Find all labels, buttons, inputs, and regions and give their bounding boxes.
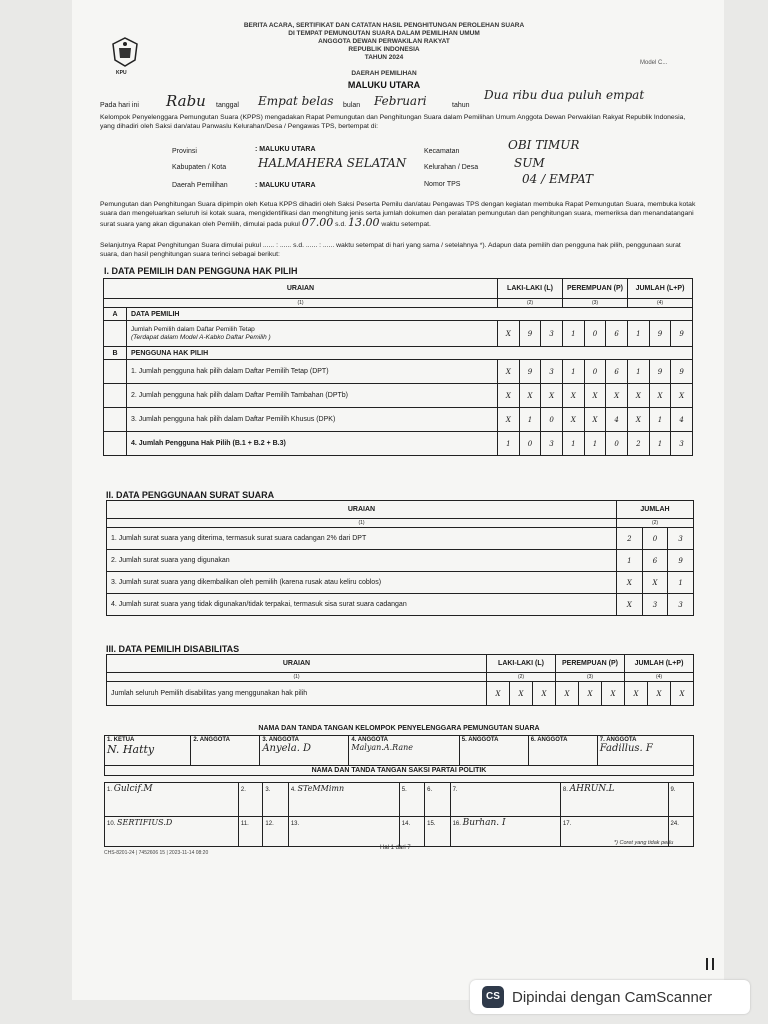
saksi-cell — [450, 817, 560, 847]
intro-paragraph: Kelompok Penyelenggara Pemungutan Suara (KPPS) mengadakan Rapat Pemungutan dan Penghitungan Suara dalam Pemilihan Umum Anggota Dewan Perwakilan Rakyat Republik Indonesia, yang dihadiri oleh Saksi dan/atau Panwaslu Kelurahan/Desa / Pengawas TPS, bertempat di: — [100, 114, 686, 130]
section-a-code: A — [104, 308, 127, 321]
saksi-no: 3. — [265, 787, 271, 793]
b2-digit: X — [519, 384, 541, 408]
region-title: MALUKU UTARA — [347, 80, 421, 90]
s1-num-2: (2) — [498, 299, 563, 308]
section-b-code: B — [104, 347, 127, 360]
s2-num-2: (2) — [617, 519, 694, 528]
saksi-no: 9. — [670, 787, 676, 793]
b1-digit: 9 — [671, 360, 693, 384]
date-prefix: Pada hari ini — [100, 102, 139, 109]
kpps-name: N. Hatty — [107, 743, 155, 756]
saksi-name: SERTIFIUS.D — [117, 818, 173, 827]
b3-label: 3. Jumlah pengguna hak pilih dalam Daftar Pemilih Khusus (DPK) — [127, 408, 498, 432]
s2-row2-digit: 1 — [617, 550, 643, 572]
dapil-value: : MALUKU UTARA — [255, 182, 316, 189]
saksi-cell — [238, 817, 263, 847]
s3-num-4: (4) — [625, 673, 694, 682]
b3-digit: 4 — [671, 408, 693, 432]
saksi-cell — [399, 783, 424, 817]
b1-digit: 3 — [541, 360, 563, 384]
b2-label: 2. Jumlah pengguna hak pilih dalam Daftar Pemilih Tambahan (DPTb) — [127, 384, 498, 408]
logo-label: KPU — [116, 70, 127, 76]
time-end: 13.00 — [348, 216, 380, 229]
kpps-role: 5. ANGGOTA — [461, 737, 499, 743]
s2-row3-digit: X — [642, 572, 668, 594]
s3-digit: X — [556, 682, 579, 706]
saksi-cell — [668, 783, 693, 817]
provinsi-value: : MALUKU UTARA — [255, 146, 316, 153]
dpt-digit: 6 — [606, 321, 628, 347]
page-mark — [706, 958, 714, 970]
saksi-no: 8. — [562, 787, 568, 793]
camscanner-text: Dipindai dengan CamScanner — [512, 988, 713, 1006]
corner-code: Model C... — [640, 60, 668, 66]
dpt-digit: 9 — [671, 321, 693, 347]
kabupaten-label: Kabupaten / Kota — [172, 164, 227, 171]
kpps-role: 3. ANGGOTA — [262, 737, 299, 743]
s1-col-j: JUMLAH (L+P) — [628, 279, 693, 299]
footer-code: CHS-8201-24 | 7452606 15 | 2023-11-14 08:20 — [104, 850, 209, 856]
b1-digit: 9 — [649, 360, 671, 384]
s2-row2-digit: 6 — [642, 550, 668, 572]
header-line-5: TAHUN 2024 — [364, 54, 404, 61]
kpps-cell — [191, 736, 260, 766]
saksi-cell — [105, 817, 239, 847]
b4-digit: 2 — [628, 432, 650, 456]
saksi-no: 24. — [670, 821, 679, 827]
header-line-2: DI TEMPAT PEMUNGUTAN SUARA DALAM PEMILIHAN UMUM — [288, 30, 480, 37]
s3-col-p: PEREMPUAN (P) — [556, 655, 625, 673]
b1-digit: X — [498, 360, 520, 384]
s2-row1-digit: 2 — [617, 528, 643, 550]
continuation-paragraph: Selanjutnya Rapat Penghitungan Suara dimulai pukul ...... : ...... s.d. ...... : ...... waktu setempat di hari yang sama / setelahnya *). Adapun data pemilih dan pengguna hak pilih, penggunaan surat suara, dan hasil penghitungan suara terinci sebagai berikut: — [100, 242, 681, 258]
s3-digit: X — [671, 682, 694, 706]
s2-row3-label: 3. Jumlah surat suara yang dikembalikan oleh pemilih (karena rusak atau keliru coblos) — [107, 572, 617, 594]
kpps-title: NAMA DAN TANDA TANGAN KELOMPOK PENYELENGGARA PEMUNGUTAN SUARA — [258, 725, 540, 732]
saksi-cell — [425, 783, 450, 817]
saksi-name: Burhan. I — [462, 818, 506, 828]
kpps-role: 4. ANGGOTA — [351, 737, 389, 743]
b2-digit: X — [584, 384, 606, 408]
saksi-cell — [425, 817, 450, 847]
saksi-no: 14. — [401, 821, 411, 827]
dpt-digit: 9 — [649, 321, 671, 347]
header-line-3: ANGGOTA DEWAN PERWAKILAN RAKYAT — [318, 38, 450, 45]
section3-title: III. DATA PEMILIH DISABILITAS — [106, 644, 240, 654]
b3-digit: 1 — [649, 408, 671, 432]
b2-digit: X — [649, 384, 671, 408]
saksi-name: AHRUN.L — [569, 784, 615, 794]
s3-col-l: LAKI-LAKI (L) — [487, 655, 556, 673]
s2-row4-digit: 3 — [642, 594, 668, 616]
kecamatan-label: Kecamatan — [424, 148, 460, 155]
b4-digit: 1 — [649, 432, 671, 456]
time-start: 07.00 — [301, 216, 334, 229]
s2-row1-label: 1. Jumlah surat suara yang diterima, termasuk surat suara cadangan 2% dari DPT — [107, 528, 617, 550]
s1-col-l: LAKI-LAKI (L) — [498, 279, 563, 299]
saksi-cell — [263, 783, 288, 817]
dpt-digit: 9 — [519, 321, 541, 347]
tps-label: Nomor TPS — [424, 181, 461, 188]
s3-col-uraian: URAIAN — [107, 655, 487, 673]
section-a-title: DATA PEMILIH — [127, 308, 693, 321]
saksi-no: 15. — [427, 821, 436, 827]
kpps-role: 6. ANGGOTA — [530, 737, 568, 743]
s3-col-j: JUMLAH (L+P) — [625, 655, 694, 673]
dpt-digit: 3 — [541, 321, 563, 347]
kpps-cell — [459, 736, 528, 766]
procedure-text: Pemungutan dan Penghitungan Suara dipimpin oleh Ketua KPPS dihadiri oleh Saksi Peserta Pemilu dan/atau Pengawas TPS dengan kegiatan membuka Rapat Pemungutan Suara, membuka kotak suara dan mengeluarkan seluruh isi kotak suara, mengidentifikasi dan menghitung jenis serta jumlah dokumen dan peralatan pemungutan dan penghitungan suara, memeriksa dan menandatangani surat suara yang akan digunakan oleh Pemilih, dimulai pada pukul — [100, 201, 696, 228]
date-line — [100, 88, 700, 112]
kpps-signature-table — [104, 735, 694, 776]
b3-digit: 0 — [541, 408, 563, 432]
b4-digit: 1 — [563, 432, 585, 456]
saksi-title: NAMA DAN TANDA TANGAN SAKSI PARTAI POLITIK — [105, 766, 694, 776]
saksi-cell — [105, 783, 239, 817]
kpps-role: 1. KETUA — [107, 737, 135, 743]
s3-digit: X — [579, 682, 602, 706]
s3-digit: X — [487, 682, 510, 706]
saksi-no: 10. — [107, 821, 116, 827]
kpps-cell — [349, 736, 459, 766]
s2-row3-digit: X — [617, 572, 643, 594]
saksi-no: 2. — [240, 787, 246, 793]
b1-label: 1. Jumlah pengguna hak pilih dalam Daftar Pemilih Tetap (DPT) — [127, 360, 498, 384]
tanggal-label: tanggal — [216, 102, 239, 109]
b1-digit: 9 — [519, 360, 541, 384]
b2-digit: X — [563, 384, 585, 408]
s2-row4-label: 4. Jumlah surat suara yang tidak digunakan/tidak terpakai, termasuk sisa surat suara cadangan — [107, 594, 617, 616]
b4-label: 4. Jumlah Pengguna Hak Pilih (B.1 + B.2 + B.3) — [127, 432, 498, 456]
date-tanggal: Empat belas — [258, 94, 334, 108]
date-day: Rabu — [166, 92, 206, 110]
s2-row2-label: 2. Jumlah surat suara yang digunakan — [107, 550, 617, 572]
kelurahan-label: Kelurahan / Desa — [424, 164, 479, 171]
saksi-no: 12. — [265, 821, 274, 827]
saksi-no: 11. — [240, 821, 249, 827]
b3-digit: X — [498, 408, 520, 432]
kpps-name: Anyela. D — [262, 743, 312, 754]
dpt-row-label — [127, 321, 498, 347]
s2-row4-digit: 3 — [668, 594, 694, 616]
daerah-pemilihan-label: DAERAH PEMILIHAN — [351, 70, 417, 77]
b3-digit: 1 — [519, 408, 541, 432]
s3-num-1: (1) — [107, 673, 487, 682]
s2-row1-digit: 3 — [668, 528, 694, 550]
saksi-no: 5. — [401, 787, 407, 793]
header-line-1: BERITA ACARA, SERTIFIKAT DAN CATATAN HASIL PENGHITUNGAN PEROLEHAN SUARA — [243, 22, 525, 29]
kpps-cell — [597, 736, 693, 766]
s3-num-3: (3) — [556, 673, 625, 682]
date-tahun: Dua ribu dua puluh empat — [484, 88, 645, 102]
dpt-row-label-text: Jumlah Pemilih dalam Daftar Pemilih Tetap — [131, 325, 255, 333]
saksi-cell — [450, 783, 560, 817]
b4-digit: 0 — [519, 432, 541, 456]
s2-num-1: (1) — [107, 519, 617, 528]
kabupaten-value: HALMAHERA SELATAN — [258, 156, 407, 170]
s3-row-label: Jumlah seluruh Pemilih disabilitas yang menggunakan hak pilih — [107, 682, 487, 706]
saksi-cell — [560, 783, 668, 817]
s3-digit: X — [625, 682, 648, 706]
footer-note: *) Coret yang tidak perlu — [614, 840, 674, 846]
b2-digit: X — [671, 384, 693, 408]
saksi-no: 16. — [452, 821, 461, 827]
b1-digit: 0 — [584, 360, 606, 384]
s3-digit: X — [510, 682, 533, 706]
bulan-label: bulan — [343, 102, 361, 109]
saksi-no: 6. — [427, 787, 433, 793]
saksi-no: 4. — [290, 787, 296, 793]
kpps-name: Malyan.A.Rane — [351, 743, 414, 752]
b3-digit: X — [628, 408, 650, 432]
s2-row2-digit: 9 — [668, 550, 694, 572]
kpps-cell — [260, 736, 349, 766]
s2-col-j: JUMLAH — [617, 501, 694, 519]
b4-digit: 3 — [671, 432, 693, 456]
section-b-title: PENGGUNA HAK PILIH — [127, 347, 693, 360]
saksi-cell — [288, 817, 399, 847]
kpps-role: 7. ANGGOTA — [599, 737, 637, 743]
date-bulan: Februari — [374, 94, 427, 108]
saksi-cell — [238, 783, 263, 817]
dpt-digit: 0 — [584, 321, 606, 347]
s3-digit: X — [602, 682, 625, 706]
b2-digit: X — [606, 384, 628, 408]
section3-table — [106, 654, 694, 706]
b4-digit: 1 — [584, 432, 606, 456]
s3-digit: X — [648, 682, 671, 706]
tps-value: 04 / EMPAT — [522, 172, 593, 186]
procedure-paragraph — [100, 200, 698, 229]
b2-digit: X — [498, 384, 520, 408]
s2-row1-digit: 0 — [642, 528, 668, 550]
b2-digit: X — [541, 384, 563, 408]
s3-num-2: (2) — [487, 673, 556, 682]
b3-digit: X — [584, 408, 606, 432]
s2-col-uraian: URAIAN — [107, 501, 617, 519]
dpt-digit: X — [498, 321, 520, 347]
camscanner-watermark — [470, 980, 750, 1014]
b4-digit: 1 — [498, 432, 520, 456]
s1-col-uraian: URAIAN — [104, 279, 498, 299]
s3-digit: X — [533, 682, 556, 706]
section1-table — [103, 278, 693, 456]
saksi-signature-table — [104, 782, 694, 847]
footer-page: Hal 1 dari 7 — [380, 845, 411, 851]
saksi-no: 13. — [290, 821, 300, 827]
s1-num-1: (1) — [104, 299, 498, 308]
b1-digit: 6 — [606, 360, 628, 384]
kpps-cell — [528, 736, 597, 766]
provinsi-label: Provinsi — [172, 148, 197, 155]
time-sd: s.d. — [335, 221, 347, 228]
s1-num-3: (3) — [563, 299, 628, 308]
b4-digit: 0 — [606, 432, 628, 456]
b3-digit: X — [563, 408, 585, 432]
saksi-no: 1. — [107, 787, 113, 793]
saksi-cell — [399, 817, 424, 847]
kpps-role: 2. ANGGOTA — [193, 737, 230, 743]
section2-title: II. DATA PENGGUNAAN SURAT SUARA — [106, 490, 275, 500]
saksi-cell — [288, 783, 399, 817]
camscanner-logo-icon: CS — [482, 986, 504, 1008]
kecamatan-value: OBI TIMUR — [508, 138, 580, 152]
kpps-name: Fadillus. F — [599, 743, 653, 754]
s2-row4-digit: X — [617, 594, 643, 616]
kpps-cell — [105, 736, 191, 766]
dapil-label: Daerah Pemilihan — [172, 182, 228, 189]
saksi-name: Gulcif.M — [113, 784, 153, 794]
dpt-digit: 1 — [628, 321, 650, 347]
b1-digit: 1 — [628, 360, 650, 384]
saksi-no: 7. — [452, 787, 458, 793]
s1-col-p: PEREMPUAN (P) — [563, 279, 628, 299]
dpt-digit: 1 — [563, 321, 585, 347]
b3-digit: 4 — [606, 408, 628, 432]
dpt-row-sub: (Terdapat dalam Model A-Kabko Daftar Pemilih ) — [131, 333, 271, 341]
b4-digit: 3 — [541, 432, 563, 456]
procedure-end: waktu setempat. — [381, 221, 431, 228]
b1-digit: 1 — [563, 360, 585, 384]
saksi-no: 17. — [562, 821, 572, 827]
s2-row3-digit: 1 — [668, 572, 694, 594]
b2-digit: X — [628, 384, 650, 408]
tahun-label: tahun — [452, 102, 470, 109]
kelurahan-value: SUM — [514, 156, 545, 170]
s1-num-4: (4) — [628, 299, 693, 308]
saksi-cell — [263, 817, 288, 847]
section2-table — [106, 500, 694, 616]
saksi-name: STeMMimn — [297, 784, 345, 793]
section1-title: I. DATA PEMILIH DAN PENGGUNA HAK PILIH — [104, 266, 298, 276]
header-line-4: REPUBLIK INDONESIA — [348, 46, 420, 53]
